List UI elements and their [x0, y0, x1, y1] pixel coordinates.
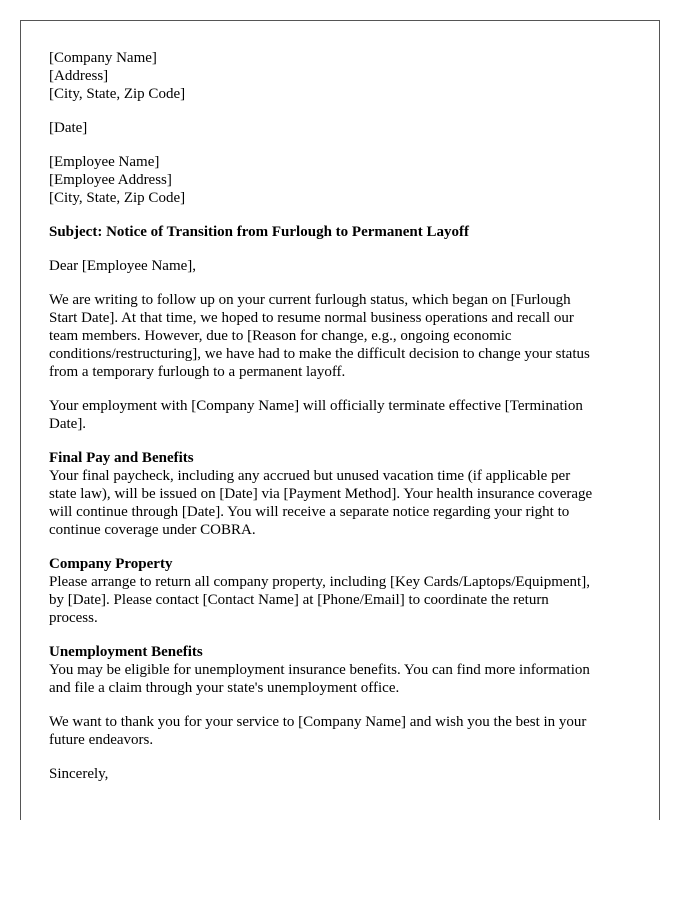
paragraph-line: continue coverage under COBRA.	[49, 522, 256, 538]
paragraph-line: process.	[49, 610, 98, 626]
paragraph-line: Your employment with [Company Name] will officially terminate effective [Termination	[49, 398, 583, 414]
salutation	[49, 257, 633, 275]
section-heading: Final Pay and Benefits	[49, 450, 194, 466]
signoff-text: Sincerely,	[49, 766, 109, 782]
subject-line	[49, 223, 633, 241]
paragraph-line: team members. However, due to [Reason for change, e.g., ongoing economic	[49, 328, 512, 344]
sender-city-state-zip: [City, State, Zip Code]	[49, 86, 186, 102]
paragraph-line: will continue through [Date]. You will receive a separate notice regarding your right to	[49, 504, 570, 520]
sender-address: [Address]	[49, 68, 109, 84]
paragraph-line: Start Date]. At that time, we hoped to resume normal business operations and recall our	[49, 310, 574, 326]
recipient-name: [Employee Name]	[49, 154, 160, 170]
recipient-address-block	[49, 153, 633, 207]
date-text: [Date]	[49, 120, 88, 136]
paragraph-line: Your final paycheck, including any accrued but unused vacation time (if applicable per	[49, 468, 571, 484]
paragraph-line: conditions/restructuring], we have had to make the difficult decision to change your status	[49, 346, 590, 362]
signoff	[49, 765, 633, 783]
paragraph-line: Date].	[49, 416, 87, 432]
paragraph-line: Please arrange to return all company property, including [Key Cards/Laptops/Equipment],	[49, 574, 590, 590]
termination-paragraph	[49, 397, 633, 433]
letter-body	[49, 49, 633, 799]
sender-address-block	[49, 49, 633, 103]
paragraph-line: by [Date]. Please contact [Contact Name] at [Phone/Email] to coordinate the return	[49, 592, 549, 608]
salutation-text: Dear [Employee Name],	[49, 258, 197, 274]
section-unemployment-benefits	[49, 643, 633, 697]
recipient-city-state-zip: [City, State, Zip Code]	[49, 190, 186, 206]
paragraph-line: We want to thank you for your service to [Company Name] and wish you the best in your	[49, 714, 587, 730]
letter-date	[49, 119, 633, 137]
paragraph-line: from a temporary furlough to a permanent layoff.	[49, 364, 346, 380]
section-company-property	[49, 555, 633, 627]
section-heading: Company Property	[49, 556, 173, 572]
subject-text: Subject: Notice of Transition from Furlough to Permanent Layoff	[49, 224, 469, 240]
sender-company-name: [Company Name]	[49, 50, 157, 66]
paragraph-line: You may be eligible for unemployment insurance benefits. You can find more information	[49, 662, 590, 678]
paragraph-line: state law), will be issued on [Date] via [Payment Method]. Your health insurance coverage	[49, 486, 593, 502]
section-heading: Unemployment Benefits	[49, 644, 203, 660]
closing-paragraph	[49, 713, 633, 749]
recipient-address: [Employee Address]	[49, 172, 172, 188]
intro-paragraph	[49, 291, 633, 381]
section-final-pay	[49, 449, 633, 539]
paragraph-line: and file a claim through your state's unemployment office.	[49, 680, 400, 696]
paragraph-line: future endeavors.	[49, 732, 154, 748]
paragraph-line: We are writing to follow up on your current furlough status, which began on [Furlough	[49, 292, 571, 308]
letter-page	[20, 20, 660, 820]
